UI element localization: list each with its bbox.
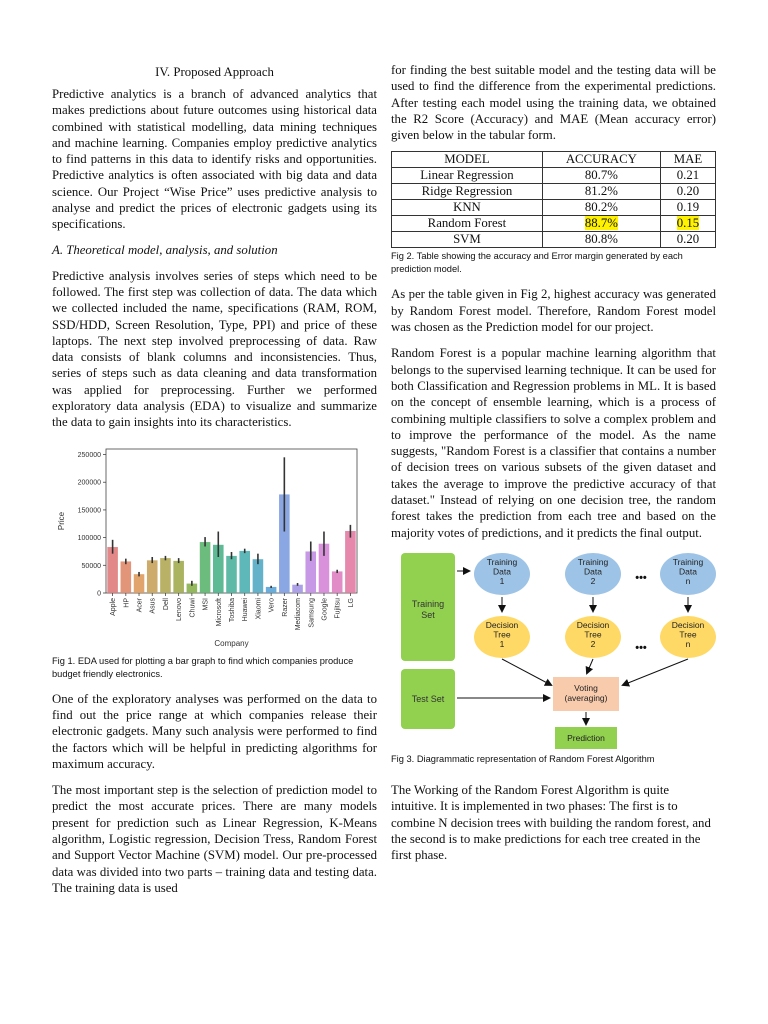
- table-row: [392, 184, 716, 200]
- table-cell: Random Forest: [392, 216, 543, 232]
- decision-tree-label-n: Decision Tree n: [671, 619, 705, 649]
- bar-asus: [147, 560, 158, 593]
- x-tick-label: Dell: [162, 597, 170, 610]
- highlighted-mae: 0.15: [676, 216, 700, 231]
- y-tick-label: 0: [97, 590, 101, 598]
- x-tick-label: Chuwi: [189, 597, 197, 618]
- x-tick-label: Mediacom: [295, 597, 303, 630]
- table-row: [392, 200, 716, 216]
- x-tick-label: MSI: [202, 597, 210, 611]
- bar-xiaomi: [253, 559, 264, 593]
- fig3-caption: Fig 3. Diagrammatic representation of Random Forest Algorithm: [391, 753, 655, 764]
- fig1-caption: Fig 1. EDA used for plotting a bar graph to find which companies produce budget friendly electronics.: [52, 655, 354, 679]
- prediction-label: Prediction: [567, 732, 605, 743]
- decision-tree-label-1: Decision Tree 1: [485, 619, 519, 649]
- left-column: [52, 62, 377, 896]
- decision-tree-label-2: Decision Tree 2: [576, 619, 610, 649]
- working-paragraph: The Working of the Random Forest Algorithm is quite intuitive. It is implemented in two phases: The first is to combine N decision trees with building the random forest, and the second is to make predictions for each tree created in the first phase.: [391, 782, 711, 863]
- eda-bar-chart: [52, 443, 377, 651]
- table-row: [392, 168, 716, 184]
- training-set-label: Training Set: [411, 598, 445, 620]
- table-cell: 0.20: [660, 184, 715, 200]
- x-tick-label: HP: [123, 597, 131, 608]
- bar-msi: [200, 542, 211, 593]
- table-cell: 80.7%: [542, 168, 660, 184]
- x-tick-label: Microsoft: [215, 597, 223, 627]
- x-tick-label: Razer: [281, 597, 289, 617]
- bar-lenovo: [173, 561, 184, 593]
- subsection-heading: A. Theoretical model, analysis, and solution: [52, 242, 278, 257]
- training-data-label-1: Training Data 1: [486, 556, 518, 586]
- x-tick-label: Huawei: [242, 597, 250, 621]
- random-forest-description-paragraph: Random Forest is a popular machine learning algorithm that belongs to the supervised learning technique. It can be used for both Classification and Regression problems in ML. It is based on the concept of ensemble learning, which is a process of combining multiple classifiers to solve a complex problem and to improve the performance of the model. As the name suggests, "Random Forest is a classifier that contains a number of decision trees on various subsets of the given dataset and takes the average to improve the predictive accuracy of that dataset." Instead of relying on one decision tree, the random forest takes the prediction from each tree and based on the majority votes of predictions, and it predicts the final output.: [391, 346, 716, 540]
- ellipsis-top: •••: [635, 571, 647, 584]
- bar-dell: [160, 558, 171, 593]
- x-tick-label: Apple: [110, 597, 118, 616]
- bar-acer: [134, 574, 145, 593]
- bar-huawei: [239, 551, 250, 593]
- bar-hp: [121, 561, 132, 593]
- x-tick-label: LG: [347, 597, 355, 607]
- x-axis-label: Company: [214, 638, 249, 648]
- test-set-label: Test Set: [411, 693, 445, 704]
- table-cell: 0.21: [660, 168, 715, 184]
- ellipsis-bottom: •••: [635, 641, 647, 654]
- right-column: [391, 62, 716, 863]
- x-tick-label: Samsung: [308, 597, 316, 628]
- table-cell: Linear Regression: [392, 168, 543, 184]
- training-data-label-2: Training Data 2: [577, 556, 609, 586]
- table-header-row: [392, 152, 716, 168]
- y-tick-label: 250000: [77, 451, 101, 459]
- results-table: [391, 151, 716, 248]
- y-axis-label: Price: [57, 511, 66, 530]
- x-tick-label: Fujitsu: [334, 597, 342, 619]
- bar-mediacom: [292, 584, 303, 592]
- eda-paragraph: One of the exploratory analyses was performed on the data to find out the price range at which companies release their electronic gadgets. Many such analysis were performed to find the factors which will be helpful in predicting algorithms for maximum accuracy.: [52, 691, 377, 771]
- table-header: ACCURACY: [542, 152, 660, 168]
- x-tick-label: Xiaomi: [255, 597, 263, 620]
- fig2-caption: Fig 2. Table showing the accuracy and Error margin generated by each prediction model.: [391, 251, 683, 275]
- table-cell: Ridge Regression: [392, 184, 543, 200]
- table-cell: 80.8%: [542, 232, 660, 248]
- x-tick-label: Acer: [136, 597, 144, 613]
- table-header: MODEL: [392, 152, 543, 168]
- y-tick-label: 100000: [77, 534, 101, 542]
- highlighted-accuracy: 88.7%: [584, 216, 618, 231]
- table-cell: SVM: [392, 232, 543, 248]
- table-cell: [660, 216, 715, 232]
- voting-label: Voting (averaging): [564, 682, 608, 703]
- bar-toshiba: [226, 556, 237, 593]
- x-tick-label: Vero: [268, 597, 276, 613]
- table-cell: [542, 216, 660, 232]
- intro-paragraph: Predictive analytics is a branch of advanced analytics that makes predictions about future outcomes using historical data combined with statistical modelling, data mining techniques and machine learning. Companies employ predictive analytics to find patterns in this data to identify risks and opportunities. Predictive analytics is often associated with big data and data science. Our Project “Wise Price” uses predictive analysis to analyse and predict the prices of electronic gadgets using its specifications.: [52, 87, 377, 232]
- table-cell: 0.20: [660, 232, 715, 248]
- x-tick-label: Google: [321, 597, 329, 621]
- testing-paragraph: for finding the best suitable model and the testing data will be used to find the difference from the experimental predictions. After testing each model using the training data, we obtained the R2 Score (Accuracy) and MAE (Mean accuracy error) given below in the tabular form.: [391, 63, 716, 143]
- training-data-label-n: Training Data n: [672, 556, 704, 586]
- y-tick-label: 50000: [81, 562, 101, 570]
- x-tick-label: Toshiba: [229, 597, 236, 622]
- table-header: MAE: [660, 152, 715, 168]
- table-row: [392, 216, 716, 232]
- bar-fujitsu: [332, 571, 343, 593]
- table-cell: 0.19: [660, 200, 715, 216]
- y-tick-label: 200000: [77, 479, 101, 487]
- x-tick-label: Lenovo: [176, 597, 184, 621]
- table-cell: KNN: [392, 200, 543, 216]
- table-cell: 80.2%: [542, 200, 660, 216]
- y-tick-label: 150000: [77, 507, 101, 515]
- bar-lg: [345, 531, 356, 593]
- bar-apple: [107, 547, 118, 593]
- random-forest-diagram: [391, 551, 716, 751]
- section-heading: IV. Proposed Approach: [155, 65, 274, 79]
- table-cell: 81.2%: [542, 184, 660, 200]
- random-forest-choice-paragraph: As per the table given in Fig 2, highest accuracy was generated by Random Forest model. Therefore, Random Forest model was chosen as the Prediction model for our project.: [391, 287, 716, 335]
- steps-paragraph: Predictive analysis involves series of steps which need to be followed. The first step was collection of data. The data which we collected included the name, specifications (RAM, ROM, SSD/HDD, Screen Resolution, Type, PPI) and price of these laptops. The next step involved preprocessing of data. Raw data consists of blank columns and inconsistencies. Thus, series of steps such as data cleaning and data transformation was applied for preprocessing. Further we performed exploratory data analysis (EDA) to visualize and summarize the data to gain insights into its characteristics.: [52, 268, 377, 430]
- model-selection-paragraph: The most important step is the selection of prediction model to predict the most accurate prices. There are many models present for prediction such as Linear Regression, K-Means algorithm, Logistic regression, Decision Tress, Random Forest and Support Vector Machine (SVM) model. Our pre-processed data was divided into two parts – training data and testing data. The training data is used: [52, 783, 377, 895]
- x-tick-label: Asus: [149, 597, 157, 614]
- table-row: [392, 232, 716, 248]
